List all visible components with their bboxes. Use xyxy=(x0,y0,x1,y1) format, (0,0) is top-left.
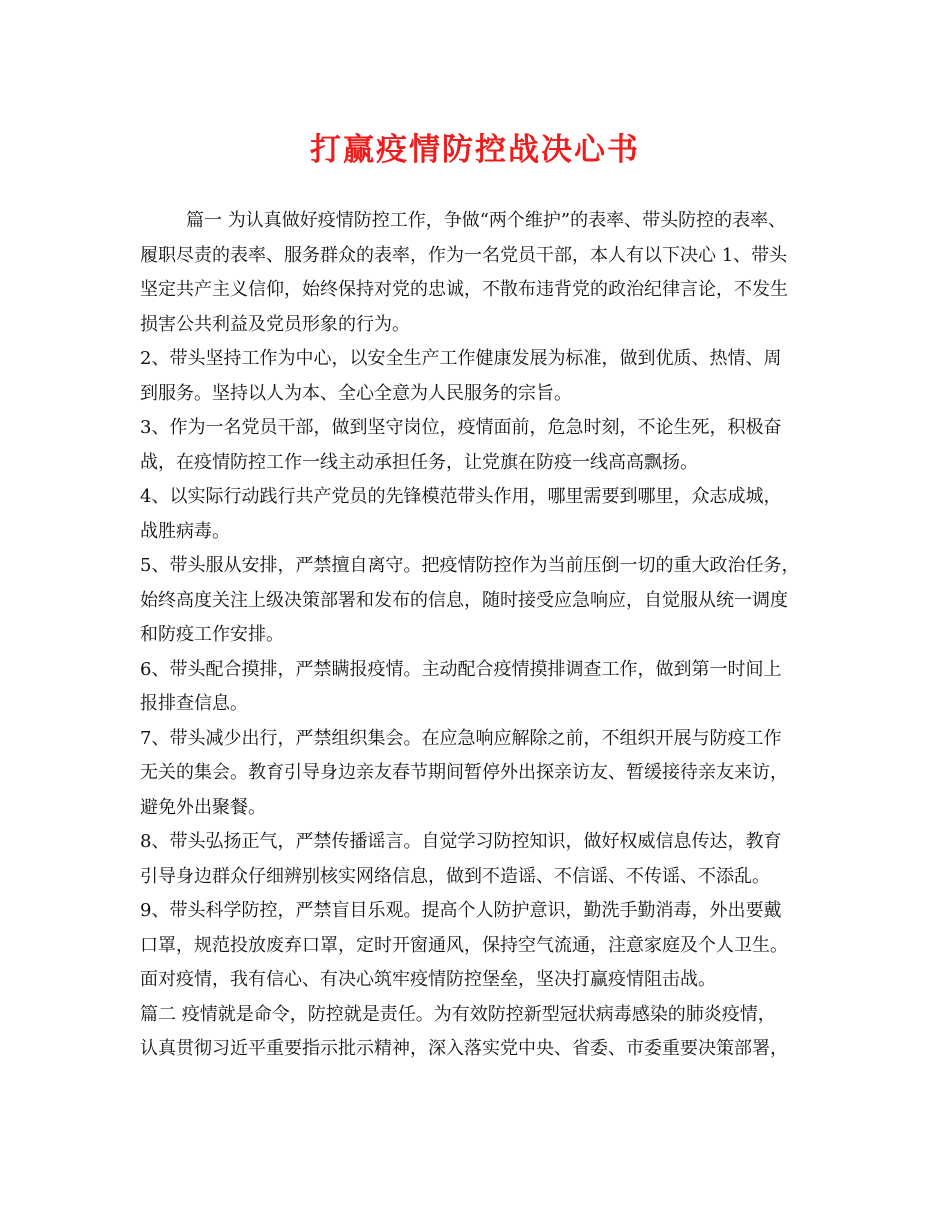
body-line: 认真贯彻习近平重要指示批示精神，深入落实党中央、省委、市委重要决策部署， xyxy=(140,1038,788,1059)
body-line: 坚定共产主义信仰，始终保持对党的忠诚，不散布违背党的政治纪律言论，不发生 xyxy=(140,279,788,300)
body-line: 战胜病毒。 xyxy=(140,520,230,542)
body-line: 6、带头配合摸排，严禁瞒报疫情。主动配合疫情摸排调查工作，做到第一时间上 xyxy=(140,658,782,680)
body-line: 5、带头服从安排，严禁擅自离守。把疫情防控作为当前压倒一切的重大政治任务， xyxy=(140,555,800,576)
body-line: 战，在疫情防控工作一线主动承担任务，让党旗在防疫一线高高飘扬。 xyxy=(140,451,698,473)
body-line: 报排查信息。 xyxy=(140,693,248,714)
body-line: 2、带头坚持工作为中心，以安全生产工作健康发展为标准，做到优质、热情、周 xyxy=(140,348,782,369)
body-line: 4、以实际行动践行共产党员的先锋模范带头作用，哪里需要到哪里，众志成城， xyxy=(140,486,782,507)
body-line: 履职尽责的表率、服务群众的表率，作为一名党员干部，本人有以下决心 1、带头 xyxy=(140,244,788,266)
body-line: 始终高度关注上级决策部署和发布的信息，随时接受应急响应，自觉服从统一调度 xyxy=(140,589,788,611)
body-line: 3、作为一名党员干部，做到坚守岗位，疫情面前，危急时刻，不论生死，积极奋 xyxy=(140,417,782,438)
body-line: 篇一 为认真做好疫情防控工作，争做“两个维护”的表率、带头防控的表率、 xyxy=(186,210,787,231)
body-line: 口罩，规范投放废弃口罩，定时开窗通风，保持空气流通，注意家庭及个人卫生。 xyxy=(140,934,788,956)
document-title: 打赢疫情防控战决心书 xyxy=(310,132,640,168)
body-line: 避免外出聚餐。 xyxy=(140,796,266,818)
body-line: 9、带头科学防控，严禁盲目乐观。提高个人防护意识，勤洗手勤消毒，外出要戴 xyxy=(140,900,782,921)
body-line: 8、带头弘扬正气，严禁传播谣言。自觉学习防控知识，做好权威信息传达，教育 xyxy=(140,831,782,852)
body-line: 7、带头减少出行，严禁组织集会。在应急响应解除之前，不组织开展与防疫工作 xyxy=(140,727,782,749)
body-line: 面对疫情，我有信心、有决心筑牢疫情防控堡垒，坚决打赢疫情阻击战。 xyxy=(140,969,716,990)
body-line: 篇二 疫情就是命令，防控就是责任。为有效防控新型冠状病毒感染的肺炎疫情， xyxy=(140,1003,776,1025)
body-line: 损害公共利益及党员形象的行为。 xyxy=(140,313,410,335)
body-line: 到服务。坚持以人为本、全心全意为人民服务的宗旨。 xyxy=(140,382,572,404)
document-body xyxy=(140,204,812,1067)
body-line: 引导身边群众仔细辨别核实网络信息，做到不造谣、不信谣、不传谣、不添乱。 xyxy=(140,865,770,887)
body-line: 无关的集会。教育引导身边亲友春节期间暂停外出探亲访友、暂缓接待亲友来访， xyxy=(140,762,788,783)
body-line: 和防疫工作安排。 xyxy=(140,624,284,645)
